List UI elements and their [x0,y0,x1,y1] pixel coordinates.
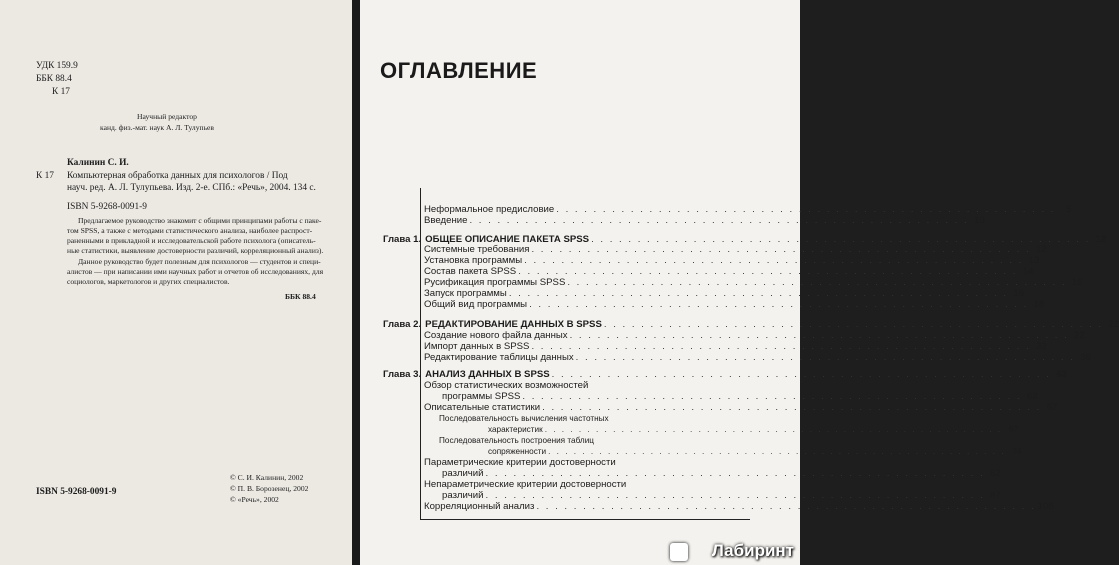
toc-entry-line: Последовательность построения таблиц [439,436,594,445]
toc-leader-dots: . . . . . . . . . . . . . . . . . . . . . . . . . . . . . . . . . . . . . . . . . . . . . . . . . . . . . . [575,352,1075,363]
editor-name: канд. физ.-мат. наук А. Л. Тулупьев [100,123,215,132]
toc-entry-label: различий [442,468,484,479]
toc-leader-dots: . . . . . . . . . . . . . . . . . . . . . . . . . . . . . . . . . . . . . . . . . . . . . . . . . . . . . . [531,341,1031,352]
toc-page-number: 108 [1037,501,1054,512]
toc-entry-row[interactable] [424,215,985,226]
toc-entry-row[interactable] [424,204,1072,215]
toc-leader-dots: . . . . . . . . . . . . . . . . . . . . . . . . . . . . . . . . . . . . . . . . . . . . . . . . . . . . . . [591,234,1091,245]
toc-leader-dots: . . . . . . . . . . . . . . . . . . . . . . . . . . . . . . . . . . . . . . . . . . . . . . . . . . . . . . [518,266,1018,277]
abstract-line-7: социологов, маркетологов и других специалистов. [67,277,230,286]
toc-page-number: 5 [1066,204,1072,215]
toc-entry-label: различий [442,490,484,501]
copyright-3: © «Речь», 2002 [230,495,279,504]
toc-entry-row[interactable] [424,244,1047,255]
watermark: Лабиринт [711,541,794,560]
labyrinth-logo-icon [670,543,688,561]
toc-page-number: 15 [1071,277,1083,288]
toc-entry-row[interactable] [424,288,1025,299]
bbk-bottom: ББК 88.4 [285,292,316,301]
toc-entry-label: Установка программы [424,255,523,266]
toc-leader-dots: . . . . . . . . . . . . . . . . . . . . . . . . . . . . . . . . . . . . . . . . . . . . . . . . . . . . . . [536,501,1036,512]
abstract-line-6: алистов — при написании ими научных работ и отчетов об исследованиях, для [67,267,324,276]
toc-entry-label: Введение [424,215,468,226]
toc-page-number: 22 [1074,330,1085,341]
toc-entry-label: Импорт данных в SPSS [424,341,530,352]
toc-leader-dots: . . . . . . . . . . . . . . . . . . . . . . . . . . . . . . . . . . . . . . . . . . . . . . . . . . . . . . [469,215,969,226]
toc-entry-row[interactable] [442,468,1001,479]
toc-page-number: 87 [990,490,1001,501]
toc-page-number: 14 [1022,266,1034,277]
toc-entry-row[interactable] [442,490,1001,501]
toc-entry-row[interactable] [424,255,1040,266]
toc-leader-dots: . . . . . . . . . . . . . . . . . . . . . . . . . . . . . . . . . . . . . . . . . . . . . . . . . . . . . . [556,204,1056,215]
toc-entry-row[interactable] [424,402,1058,413]
toc-page-number: 67 [1046,402,1058,413]
toc-entry-label: Состав пакета SPSS [424,266,517,277]
toc-entry-row[interactable] [424,330,1085,341]
toc-leader-dots: . . . . . . . . . . . . . . . . . . . . . . . . . . . . . . . . . . . . . . . . . . . . . . . . . . . . . . [603,319,1104,330]
toc-page-number: 63 [1026,391,1038,402]
toc-entry-row[interactable] [424,299,1045,310]
toc-leader-dots: . . . . . . . . . . . . . . . . . . . . . . . . . . . . . . . . . . . . . . . . . . . . . . . . . . . . . . [548,447,1006,456]
toc-page-number: 82 [990,468,1001,479]
toc-page-number: 12 [1095,234,1107,245]
abstract-line-5: Данное руководство будет полезным для психологов — студентов и специ- [78,257,321,266]
toc-page-number: 10 [974,215,985,226]
copyright-1: © С. И. Калинин, 2002 [230,473,304,482]
toc-entry-row[interactable] [424,341,1047,352]
toc-leader-dots: . . . . . . . . . . . . . . . . . . . . . . . . . . . . . . . . . . . . . . . . . . . . . . . . . . . . . . [569,330,1069,341]
bbk-code: ББК 88.4 [36,74,72,84]
bleed-through-text [150,140,360,520]
description-line-2: науч. ред. А. Л. Тулупьева. Изд. 2-е. СПб.: «Речь», 2004. 134 с. [67,183,316,193]
book-gutter [352,0,360,565]
toc-chapter-number: Глава 1. [383,234,422,245]
abstract-line-2: том SPSS, а также с методами статистического анализа, наиболее распрост- [67,226,313,235]
toc-entry-label: Общий вид программы [424,299,528,310]
toc-entry-label: РЕДАКТИРОВАНИЕ ДАННЫХ В SPSS [425,319,602,330]
left-page [0,0,352,565]
toc-entry-label: Создание нового файла данных [424,330,568,341]
toc-leader-dots: . . . . . . . . . . . . . . . . . . . . . . . . . . . . . . . . . . . . . . . . . . . . . . . . . . . . . . [542,402,1042,413]
toc-leader-dots: . . . . . . . . . . . . . . . . . . . . . . . . . . . . . . . . . . . . . . . . . . . . . . . . . . . . . . [551,369,1051,380]
toc-page-number: 18 [1033,299,1045,310]
toc-page-number: 12 [1036,244,1047,255]
toc-page-number: 16 [1013,288,1025,299]
toc-entry-label: Описательные статистики [424,402,541,413]
toc-chapter-number: Глава 3. [383,369,422,380]
toc-page-number: 74 [1012,447,1022,456]
toc-entry-line: Последовательность вычисления частотных [439,414,609,423]
toc-leader-dots: . . . . . . . . . . . . . . . . . . . . . . . . . . . . . . . . . . . . . . . . . . . . . . . . . . . . . . [485,490,985,501]
copyright-2: © П. В. Борозенец, 2002 [230,484,309,493]
toc-entry-row[interactable] [424,501,1054,512]
abstract-line-1: Предлагаемое руководство знакомит с общими принципами работы с паке- [78,216,322,225]
isbn: ISBN 5-9268-0091-9 [67,202,147,212]
toc-entry-label: характеристик [488,425,543,434]
toc-entry-label: Русификация программы SPSS [424,277,566,288]
toc-entry-line: Непараметрические критерии достоверности [424,479,627,490]
toc-leader-dots: . . . . . . . . . . . . . . . . . . . . . . . . . . . . . . . . . . . . . . . . . . . . . . . . . . . . . . [544,425,1003,434]
toc-chapter-row[interactable] [383,319,1119,330]
toc-leader-dots: . . . . . . . . . . . . . . . . . . . . . . . . . . . . . . . . . . . . . . . . . . . . . . . . . . . . . . [529,299,1029,310]
toc-entry-row[interactable] [488,424,1019,435]
toc-entry-label: Редактирование таблицы данных [424,352,574,363]
toc-leader-dots: . . . . . . . . . . . . . . . . . . . . . . . . . . . . . . . . . . . . . . . . . . . . . . . . . . . . . . [524,255,1024,266]
toc-heading: ОГЛАВЛЕНИЕ [380,58,538,83]
toc-leader-dots: . . . . . . . . . . . . . . . . . . . . . . . . . . . . . . . . . . . . . . . . . . . . . . . . . . . . . . [508,288,1009,299]
toc-page-number: 22 [1108,319,1119,330]
toc-entry-label: Корреляционный анализ [424,501,535,512]
right-page [360,0,1119,565]
toc-leader-dots: . . . . . . . . . . . . . . . . . . . . . . . . . . . . . . . . . . . . . . . . . . . . . . . . . . . . . . [485,468,985,479]
abstract-line-3: раненными в прикладной и исследовательской работе психолога (описатель- [67,236,316,245]
isbn-bottom: ISBN 5-9268-0091-9 [36,487,117,497]
author-name: Калинин С. И. [67,158,129,168]
toc-entry-line: Обзор статистических возможностей [424,380,589,391]
toc-entry-row[interactable] [424,352,1091,363]
toc-entry-label: программы SPSS [442,391,521,402]
toc-page-number: 36 [1080,352,1091,363]
toc-page-number: 32 [1036,341,1047,352]
toc-entry-row[interactable] [488,446,1022,457]
editor-title: Научный редактор [137,112,197,121]
toc-entry-row[interactable] [442,391,1038,402]
toc-box-bottom-border [420,519,750,520]
toc-entry-label: Неформальное предисловие [424,204,555,215]
toc-chapter-number: Глава 2. [383,319,422,330]
toc-page-number: 13 [1028,255,1040,266]
toc-entry-label: ОБЩЕЕ ОПИСАНИЕ ПАКЕТА SPSS [425,234,590,245]
toc-page-number: 67 [1008,425,1019,434]
author-mark: К 17 [52,87,70,97]
toc-entry-label: АНАЛИЗ ДАННЫХ В SPSS [425,369,550,380]
catalog-code: К 17 [36,171,54,181]
toc-leader-dots: . . . . . . . . . . . . . . . . . . . . . . . . . . . . . . . . . . . . . . . . . . . . . . . . . . . . . . [531,244,1031,255]
udk-code: УДК 159.9 [36,61,78,71]
toc-entry-line: Параметрические критерии достоверности [424,457,616,468]
toc-entry-row[interactable] [424,277,1083,288]
toc-chapter-row[interactable] [383,369,1067,380]
abstract-line-4: ные статистики, выявление достоверности различий, корреляционный анализ). [67,246,324,255]
toc-page-number: 63 [1056,369,1067,380]
toc-leader-dots: . . . . . . . . . . . . . . . . . . . . . . . . . . . . . . . . . . . . . . . . . . . . . . . . . . . . . . [567,277,1067,288]
toc-entry-row[interactable] [424,266,1034,277]
toc-entry-label: сопряженности [488,447,547,456]
toc-entry-label: Системные требования [424,244,530,255]
toc-entry-label: Запуск программы [424,288,507,299]
toc-leader-dots: . . . . . . . . . . . . . . . . . . . . . . . . . . . . . . . . . . . . . . . . . . . . . . . . . . . . . . [522,391,1022,402]
description-line-1: Компьютерная обработка данных для психологов / Под [67,171,288,181]
